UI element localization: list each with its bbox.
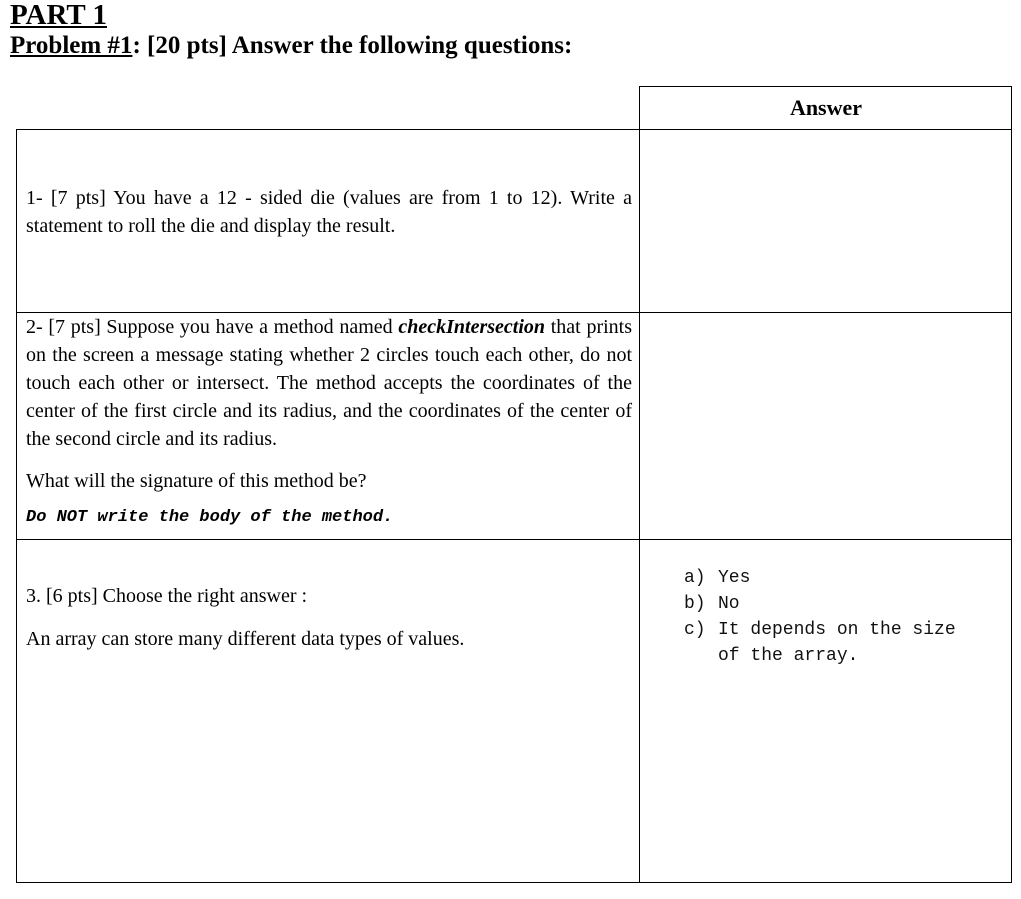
question-2	[26, 313, 632, 529]
table-border-left	[16, 129, 17, 883]
table-column-divider	[639, 86, 640, 883]
question-3-statement: An array can store many different data types of values.	[26, 628, 465, 650]
question-3	[26, 582, 632, 653]
question-2-prompt: What will the signature of this method be?	[26, 470, 367, 492]
problem-label: Problem #1	[10, 32, 133, 59]
option-text: No	[718, 594, 740, 614]
table-row-line-3	[16, 539, 1012, 540]
table-row-line-1	[16, 129, 1012, 130]
answer-column-header: Answer	[789, 95, 863, 120]
question-1-text: 1- [7 pts] You have a 12 - sided die (values are from 1 to 12). Write a statement to roll the die and display the result.	[26, 187, 632, 237]
option-letter: a)	[684, 568, 706, 588]
option-b[interactable]	[684, 591, 988, 617]
problem-description: : [20 pts] Answer the following questions:	[132, 32, 573, 59]
table-border-bottom	[16, 882, 1012, 883]
problem-title	[10, 31, 572, 61]
table-border-right	[1011, 86, 1012, 883]
answer-options	[684, 565, 988, 669]
part-title: PART 1	[10, 0, 107, 31]
question-2-prefix: 2- [7 pts] Suppose you have a method named	[26, 316, 399, 338]
question-3-title: 3. [6 pts] Choose the right answer :	[26, 585, 308, 607]
option-a[interactable]	[684, 565, 988, 591]
question-2-warning: Do NOT write the body of the method.	[26, 508, 394, 527]
method-name: checkIntersection	[398, 316, 546, 338]
option-letter: c)	[684, 620, 706, 640]
option-c[interactable]	[684, 617, 988, 669]
option-text: Yes	[718, 568, 751, 588]
option-letter: b)	[684, 594, 706, 614]
option-text: It depends on the size of the array.	[718, 620, 956, 666]
question-2-description: that prints on the screen a message stating whether 2 circles touch each other, do not touch each other or intersect. The method accepts the coordinates of the center of the first circle and its radius, and the coordinates of the center of the second circle and its radius.	[26, 316, 633, 450]
